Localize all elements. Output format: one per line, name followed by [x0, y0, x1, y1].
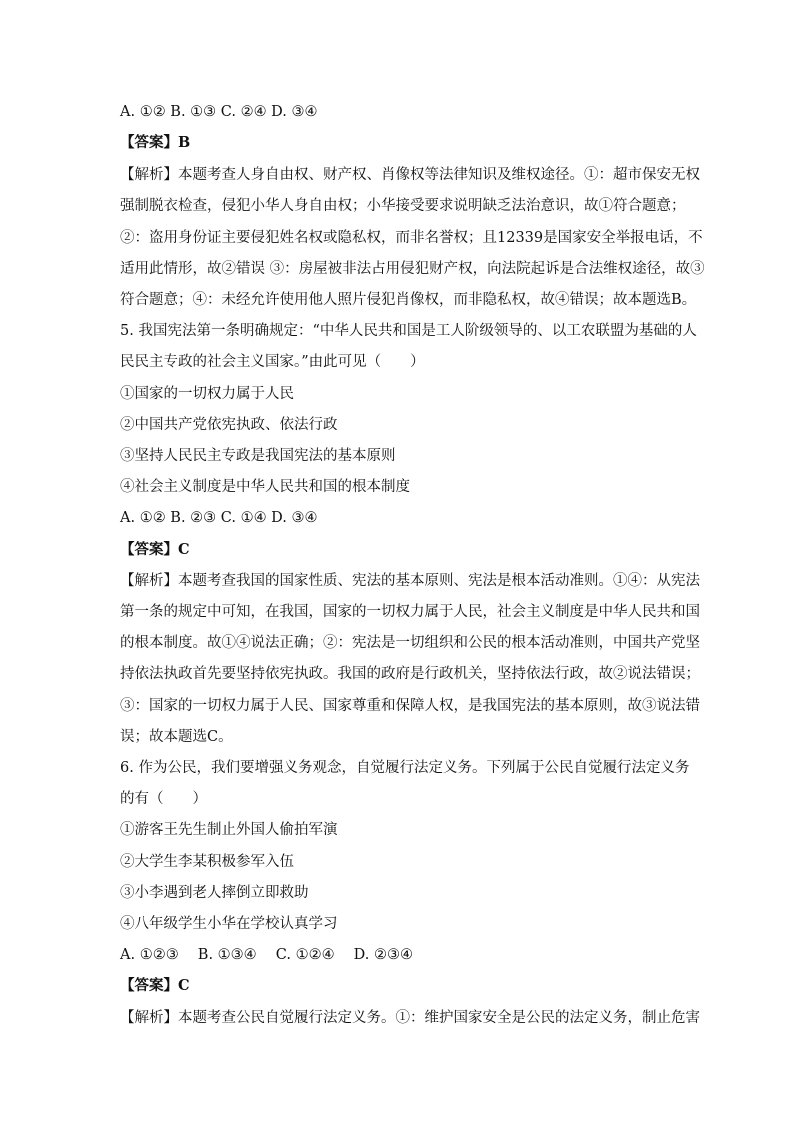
q4-answer: 【答案】B	[120, 134, 191, 151]
q5-analysis-line-1: 【解析】本题考查我国的国家性质、宪法的基本原则、宪法是根本活动准则。①④：从宪法	[120, 573, 700, 589]
q6-statement-1: ①游客王先生制止外国人偷拍军演	[120, 822, 338, 838]
q4-analysis-line-3: ②：盗用身份证主要侵犯姓名权或隐私权，而非名誉权；且12339是国家安全举报电话，不	[120, 230, 703, 246]
q6-statement-4: ④八年级学生小华在学校认真学习	[120, 916, 338, 932]
q5-stem-line-1: 5. 我国宪法第一条明确规定：“中华人民共和国是工人阶级领导的、以工农联盟为基础的人	[120, 323, 697, 339]
q5-stem-line-2: 民民主专政的社会主义国家。”由此可见（ ）	[120, 354, 425, 370]
q5-statement-2: ②中国共产党依宪执政、依法行政	[120, 417, 338, 433]
q4-analysis-line-2: 强制脱衣检查，侵犯小华人身自由权；小华接受要求说明缺乏法治意识，故①符合题意；	[120, 198, 686, 214]
q5-analysis-line-6: 误；故本题选C。	[120, 729, 233, 745]
q6-stem-line-2: 的有（ ）	[120, 791, 207, 807]
q5-options: A. ①② B. ②③ C. ①④ D. ③④	[120, 510, 318, 526]
q4-options: A. ①② B. ①③ C. ②④ D. ③④	[120, 104, 318, 120]
q5-analysis-line-5: ③：国家的一切权力属于人民、国家尊重和保障人权，是我国宪法的基本原则，故③说法错	[120, 698, 700, 714]
q5-answer: 【答案】C	[120, 541, 190, 558]
q6-statement-3: ③小李遇到老人摔倒立即救助	[120, 885, 309, 901]
q5-analysis-line-2: 第一条的规定中可知，在我国，国家的一切权力属于人民，社会主义制度是中华人民共和国	[120, 604, 700, 620]
q6-statement-2: ②大学生李某积极参军入伍	[120, 854, 294, 870]
q6-stem-line-1: 6. 作为公民，我们要增强义务观念，自觉履行法定义务。下列属于公民自觉履行法定义务	[120, 760, 690, 776]
q5-statement-3: ③坚持人民民主专政是我国宪法的基本原则	[120, 448, 396, 464]
q6-analysis-line-1: 【解析】本题考查公民自觉履行法定义务。①：维护国家安全是公民的法定义务，制止危害	[120, 1010, 700, 1026]
q6-options: A. ①②③ B. ①③④ C. ①②④ D. ②③④	[120, 947, 414, 963]
q5-statement-4: ④社会主义制度是中华人民共和国的根本制度	[120, 479, 410, 495]
q6-answer: 【答案】C	[120, 977, 190, 994]
q5-statement-1: ①国家的一切权力属于人民	[120, 386, 294, 402]
q4-analysis-line-4: 适用此情形，故②错误 ③：房屋被非法占用侵犯财产权，向法院起诉是合法维权途径，故③	[120, 261, 705, 277]
q4-analysis-line-5: 符合题意；④：未经允许使用他人照片侵犯肖像权，而非隐私权，故④错误；故本题选B。	[120, 292, 697, 308]
q4-analysis-line-1: 【解析】本题考查人身自由权、财产权、肖像权等法律知识及维权途径。①：超市保安无权	[120, 167, 700, 183]
q5-analysis-line-3: 的根本制度。故①④说法正确；②：宪法是一切组织和公民的根本活动准则，中国共产党坚	[120, 635, 700, 651]
q5-analysis-line-4: 持依法执政首先要坚持依宪执政。我国的政府是行政机关，坚持依法行政，故②说法错误；	[120, 666, 700, 682]
